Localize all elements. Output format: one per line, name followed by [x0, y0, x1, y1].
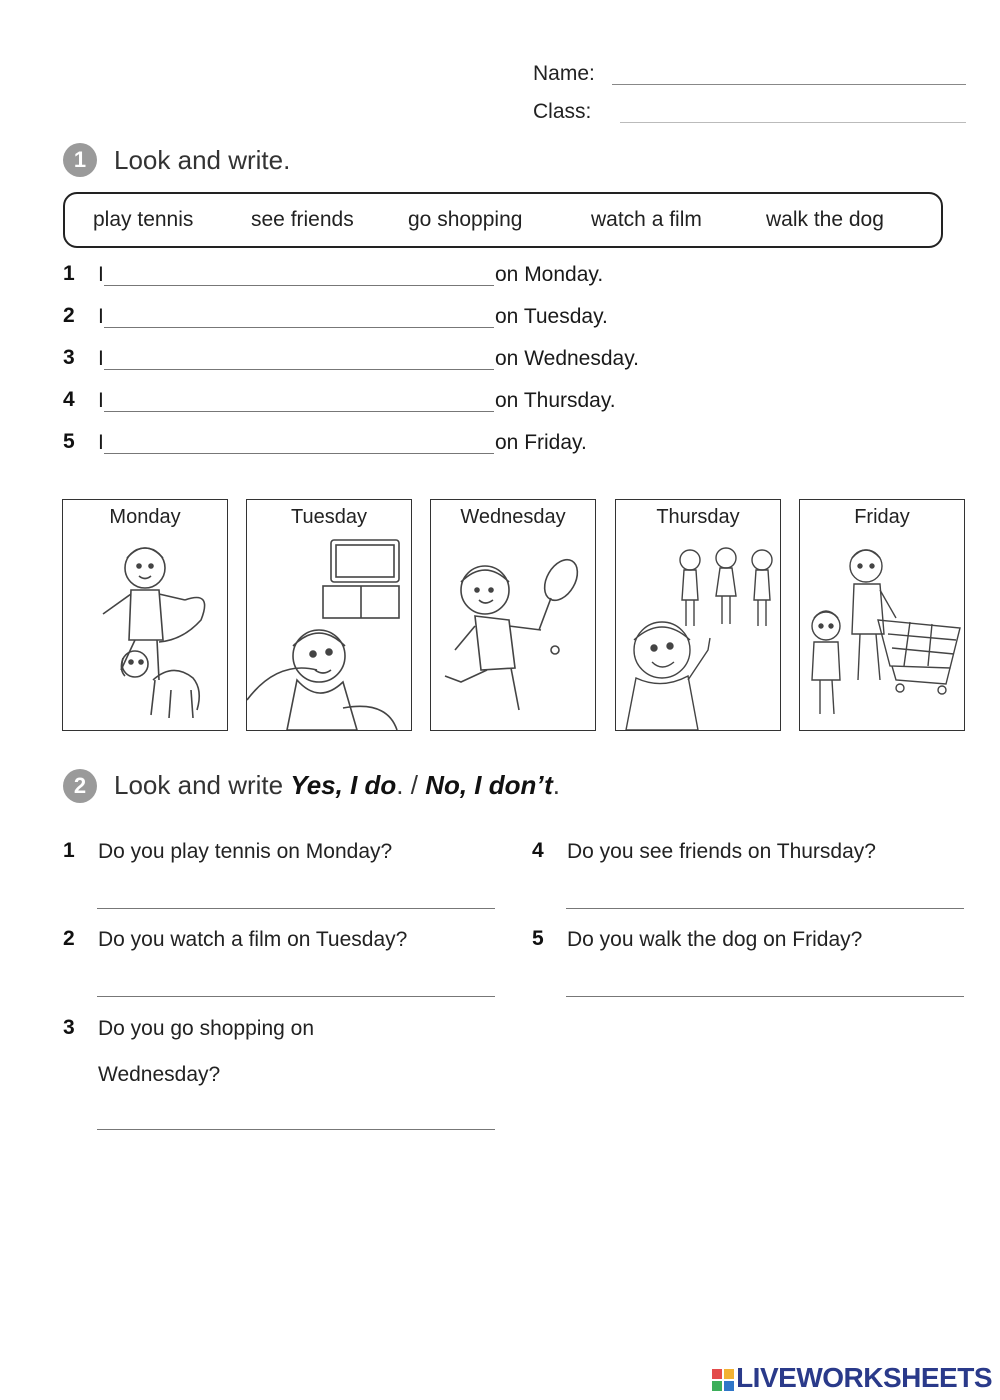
name-field[interactable] — [612, 84, 966, 85]
panel-label: Tuesday — [291, 506, 367, 528]
logo-badge-icon — [712, 1369, 734, 1391]
question-number: 3 — [63, 1016, 75, 1039]
sentence-number: 5 — [63, 430, 75, 453]
answer-blank[interactable] — [104, 411, 494, 412]
question-number: 1 — [63, 839, 75, 862]
name-label: Name: — [533, 62, 595, 85]
answer-blank[interactable] — [104, 453, 494, 454]
question-text: Do you walk the dog on Friday? — [567, 928, 863, 951]
panel-label: Monday — [109, 506, 181, 528]
picture-panel-tuesday — [246, 499, 412, 731]
answer-blank[interactable] — [97, 996, 495, 997]
panel-label: Friday — [854, 506, 910, 528]
boy-walking-dog-illustration — [63, 530, 228, 730]
class-label: Class: — [533, 100, 592, 123]
sentence-end: on Wednesday. — [495, 347, 639, 370]
picture-panel-thursday — [615, 499, 781, 731]
picture-panel-wednesday — [430, 499, 596, 731]
question-text: Do you see friends on Thursday? — [567, 840, 876, 863]
question-number: 2 — [63, 927, 75, 950]
word-bank-item: see friends — [251, 208, 354, 231]
sentence-number: 3 — [63, 346, 75, 369]
question-number: 5 — [532, 927, 544, 950]
boys-going-shopping-illustration — [800, 530, 965, 730]
sentence-number: 2 — [63, 304, 75, 327]
answer-blank[interactable] — [97, 1129, 495, 1130]
word-bank-item: walk the dog — [766, 208, 884, 231]
answer-blank[interactable] — [566, 996, 964, 997]
sentence-end: on Thursday. — [495, 389, 616, 412]
word-bank-item: play tennis — [93, 208, 194, 231]
panel-label: Thursday — [656, 506, 740, 528]
section-1-title: Look and write. — [114, 145, 291, 175]
boy-playing-tennis-illustration — [431, 530, 596, 730]
panel-label: Wednesday — [460, 506, 566, 528]
sentence-start: I — [98, 389, 104, 412]
boy-seeing-friends-illustration — [616, 530, 781, 730]
question-text: Do you go shopping on — [98, 1017, 314, 1040]
answer-blank[interactable] — [97, 908, 495, 909]
answer-blank[interactable] — [104, 285, 494, 286]
picture-panel-monday — [62, 499, 228, 731]
question-text: Do you watch a film on Tuesday? — [98, 928, 408, 951]
section-2-badge: 2 — [63, 769, 97, 803]
word-bank-item: go shopping — [408, 208, 523, 231]
question-text: Do you play tennis on Monday? — [98, 840, 393, 863]
class-field[interactable] — [620, 122, 966, 123]
section-1-badge: 1 — [63, 143, 97, 177]
sentence-end: on Friday. — [495, 431, 587, 454]
answer-blank[interactable] — [566, 908, 964, 909]
sentence-number: 1 — [63, 262, 75, 285]
word-bank-item: watch a film — [591, 208, 702, 231]
sentence-start: I — [98, 263, 104, 286]
sentence-start: I — [98, 431, 104, 454]
answer-blank[interactable] — [104, 369, 494, 370]
sentence-end: on Monday. — [495, 263, 604, 286]
boy-watching-tv-illustration — [247, 530, 412, 730]
answer-blank[interactable] — [104, 327, 494, 328]
sentence-number: 4 — [63, 388, 75, 411]
picture-panel-friday — [799, 499, 965, 731]
liveworksheets-logo: LIVEWORKSHEETS — [712, 1362, 992, 1394]
question-number: 4 — [532, 839, 544, 862]
section-2-title: Look and write Yes, I do. / No, I don’t. — [114, 770, 560, 800]
question-text-continued: Wednesday? — [98, 1063, 221, 1086]
sentence-end: on Tuesday. — [495, 305, 608, 328]
sentence-start: I — [98, 305, 104, 328]
sentence-start: I — [98, 347, 104, 370]
